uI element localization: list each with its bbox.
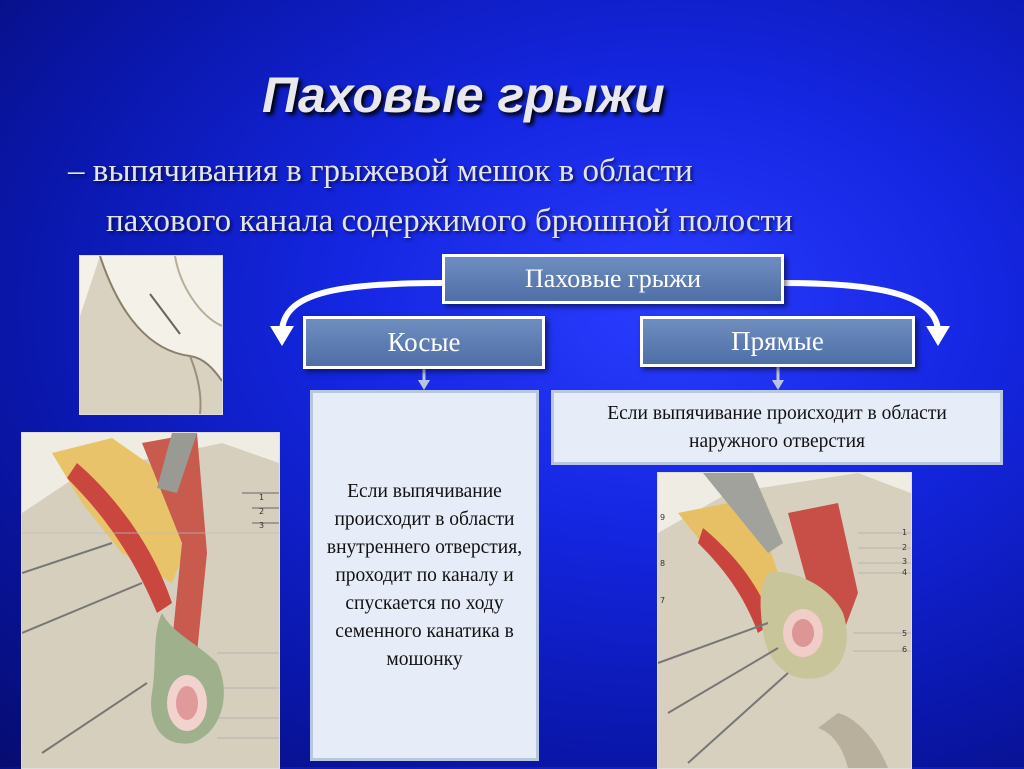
- figure-label: 7: [660, 596, 666, 605]
- figure-label: 5: [902, 629, 908, 638]
- figure-label: 3: [259, 521, 265, 530]
- slide-title: Паховые грыжи: [262, 67, 665, 123]
- arrowhead-left: [270, 326, 294, 346]
- arrowhead-direct: [772, 380, 784, 390]
- figure-label: 8: [660, 559, 666, 568]
- inguinal-region-photo: [79, 255, 223, 415]
- direct-hernia-node: Прямые: [640, 316, 915, 367]
- direct-hernia-description: Если выпячивание происходит в области наружного отверстия: [551, 390, 1003, 465]
- figure-label: 6: [902, 645, 908, 654]
- oblique-hernia-node: Косые: [303, 316, 545, 369]
- oblique-hernia-description: Если выпячивание происходит в области внутреннего отверстия, проходит по каналу и спускается по ходу семенного канатика в мошонку: [310, 390, 539, 761]
- diagram-root-node: Паховые грыжи: [442, 254, 784, 304]
- arrowhead-oblique: [418, 380, 430, 390]
- inguinal-region-drawing: [80, 256, 222, 414]
- subtitle-line-2: пахового канала содержимого брюшной полости: [106, 203, 793, 239]
- figure-label: 2: [902, 543, 908, 552]
- direct-hernia-drawing: [658, 473, 911, 768]
- figure-label: 4: [902, 568, 908, 577]
- figure-label: 2: [259, 507, 265, 516]
- direct-hernia-illustration: [657, 472, 912, 769]
- figure-label: 1: [259, 493, 265, 502]
- subtitle-line-1: – выпячивания в грыжевой мешок в области: [68, 153, 693, 189]
- figure-label: 3: [902, 557, 908, 566]
- figure-label: 9: [660, 513, 666, 522]
- arrowhead-right: [926, 326, 950, 346]
- slide-subtitle: [68, 146, 968, 246]
- figure-label: 1: [902, 528, 908, 537]
- oblique-hernia-illustration: [21, 432, 280, 769]
- oblique-hernia-drawing: [22, 433, 279, 768]
